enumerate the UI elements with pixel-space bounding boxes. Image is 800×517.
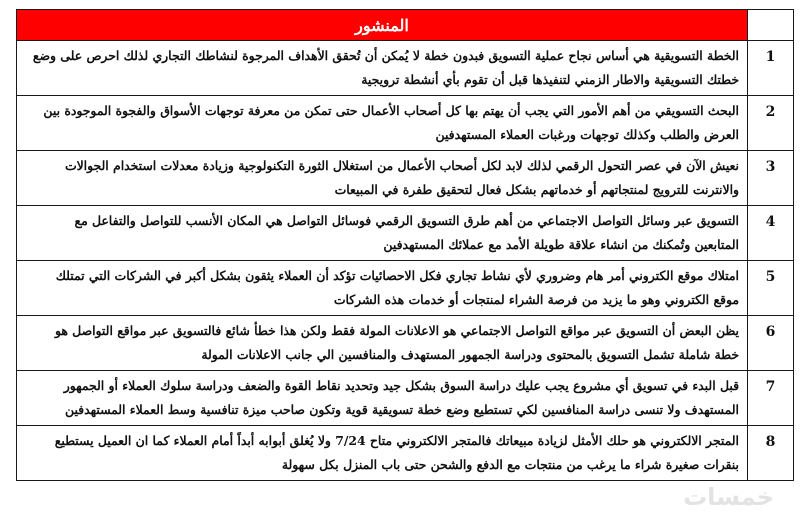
post-number: 1	[748, 41, 794, 96]
table-row	[17, 371, 794, 426]
post-text: البحث التسويقي من أهم الأمور التي يجب أن يهتم بها كل أصحاب الأعمال حتى تمكن من معرفة توجهات الأسواق والفجوة الموجودة بين العرض والطلب وكذلك توجهات ورغبات العملاء المستهدفين	[17, 96, 748, 151]
post-number: 6	[748, 316, 794, 371]
post-text: قبل البدء في تسويق أي مشروع يجب عليك دراسة السوق بشكل جيد وتحديد نقاط القوة والضعف ودراسة سلوك العملاء أو الجمهور المستهدف ولا تنسى دراسة المنافسين لكي تستطيع وضع خطة تسويقية قوية وتكون صاحب ميزة تنافسية وسط العملاء المستهدفين	[17, 371, 748, 426]
post-number: 8	[748, 426, 794, 481]
post-number: 5	[748, 261, 794, 316]
header-empty-cell	[748, 10, 794, 41]
header-cell: المنشور	[17, 10, 748, 41]
table-row	[17, 316, 794, 371]
table-row	[17, 206, 794, 261]
watermark-logo: خمسات	[683, 483, 774, 511]
post-text: التسويق عبر وسائل التواصل الاجتماعي من أهم طرق التسويق الرقمي فوسائل التواصل هي المكان الأنسب للتواصل والتفاعل مع المتابعين وتُمكنك من انشاء علاقة طويلة الأمد مع عملائك المستهدفين	[17, 206, 748, 261]
post-number: 4	[748, 206, 794, 261]
table-row	[17, 96, 794, 151]
post-number: 2	[748, 96, 794, 151]
table-row	[17, 41, 794, 96]
post-text: يظن البعض أن التسويق عبر مواقع التواصل الاجتماعي هو الاعلانات المولة فقط ولكن هذا خطأ شائع فالتسويق عبر مواقع التواصل هو خطة شاملة تشمل التسويق بالمحتوى ودراسة الجمهور المستهدف والمنافسين الي جانب الاعلانات المولة	[17, 316, 748, 371]
table-row	[17, 426, 794, 481]
table-row	[17, 261, 794, 316]
table-row	[17, 151, 794, 206]
post-number: 7	[748, 371, 794, 426]
post-number: 3	[748, 151, 794, 206]
posts-table	[16, 9, 794, 481]
post-text: امتلاك موقع الكتروني أمر هام وضروري لأي نشاط تجاري فكل الاحصائيات تؤكد أن العملاء يثقون بشكل أكبر في الشركات التي تمتلك موقع الكتروني وهو ما يزيد من فرصة الشراء لمنتجات أو خدمات هذه الشركات	[17, 261, 748, 316]
post-text: نعيش الآن في عصر التحول الرقمي لذلك لابد لكل أصحاب الأعمال من استغلال الثورة التكنولوجية وزيادة معدلات استخدام الجوالات والانترنت للترويج لمنتجاتهم أو خدماتهم بشكل فعال لتحقيق طفرة في المبيعات	[17, 151, 748, 206]
post-text: الخطة التسويقية هي أساس نجاح عملية التسويق فبدون خطة لا يُمكن أن تُحقق الأهداف المرجوة لنشاطك التجاري لذلك احرص على وضع خطتك التسويقية والاطار الزمني لتنفيذها قبل أن تقوم بأي أنشطة ترويجية	[17, 41, 748, 96]
post-text: المتجر الالكتروني هو حلك الأمثل لزيادة مبيعاتك فالمتجر الالكتروني متاح 7/24 ولا يُغلق أبوابه أبداً أمام العملاء كما ان العميل يستطيع بنقرات صغيرة شراء ما يرغب من منتجات مع الدفع والشحن حتى باب المنزل بكل سهولة	[17, 426, 748, 481]
table-header-row	[17, 10, 794, 41]
